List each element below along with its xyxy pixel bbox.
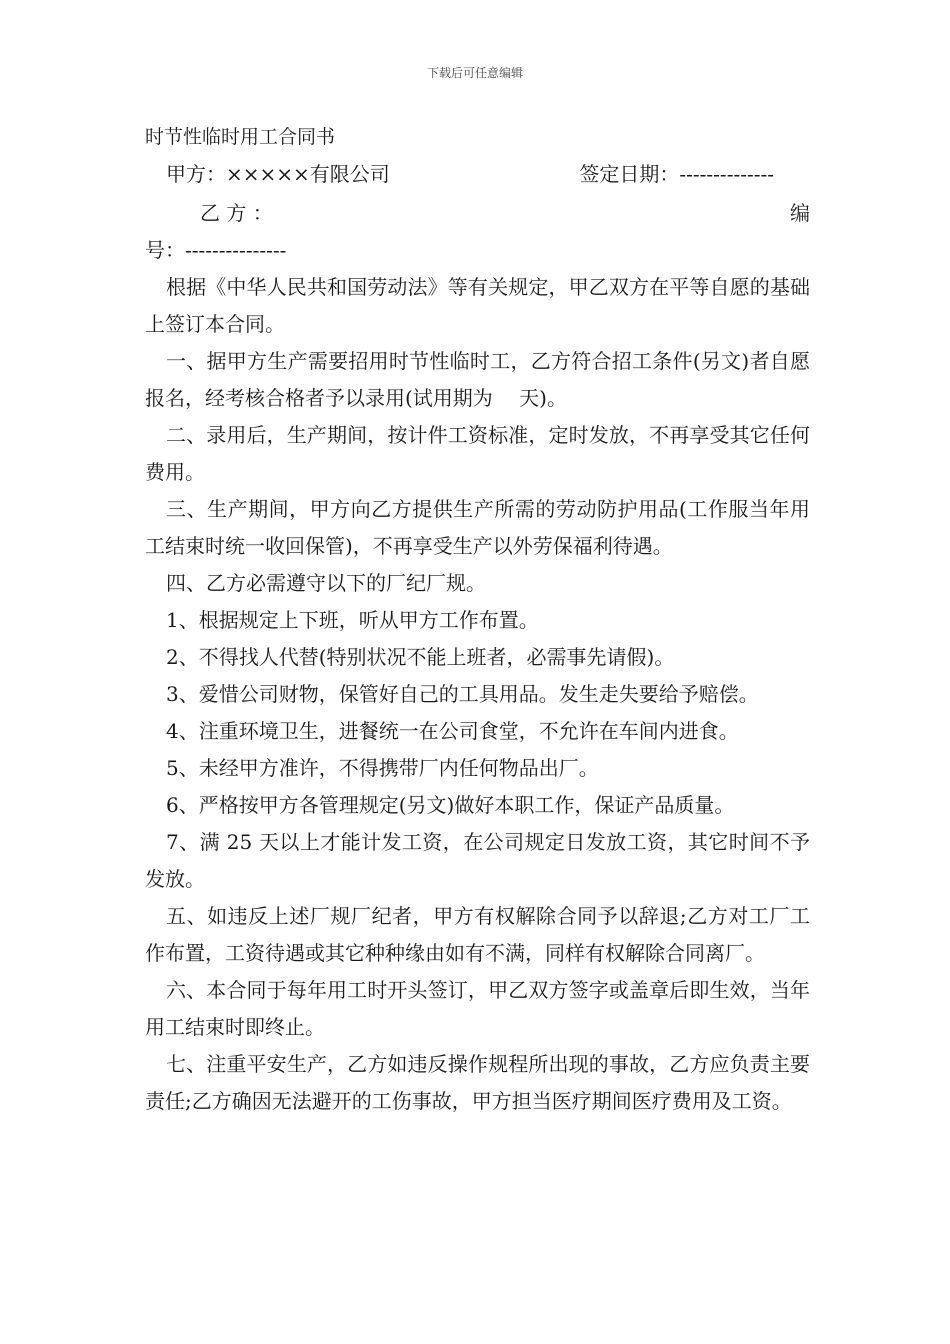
header-note: 下载后可任意编辑 (426, 66, 523, 80)
rule-1: 1、根据规定上下班，听从甲方工作布置。 (166, 608, 539, 632)
party-b: 乙 方 ： (200, 201, 273, 225)
rule-6: 6、严格按甲方各管理规定(另文)做好本职工作，保证产品质量。 (166, 793, 735, 817)
paragraph-5: 五、如违反上述厂规厂纪者，甲方有权解除合同予以辞退;乙方对工厂工作布置，工资待遇或其它种种缘由如有不满，同样有权解除合同离厂。 (145, 904, 810, 965)
party-a-row (145, 156, 810, 193)
sign-date: 签定日期：-------------- (579, 162, 774, 186)
paragraph-7: 七、注重平安生产，乙方如违反操作规程所出现的事故，乙方应负责主要责任;乙方确因无法避开的工伤事故，甲方担当医疗期间医疗费用及工资。 (145, 1052, 810, 1113)
contract-title: 时节性临时用工合同书 (145, 126, 336, 148)
paragraph-6: 六、本合同于每年用工时开头签订，甲乙双方签字或盖章后即生效，当年用工结束时即终止。 (145, 978, 810, 1039)
number-label-start: 编 (790, 201, 810, 225)
paragraph-4: 四、乙方必需遵守以下的厂纪厂规。 (166, 571, 486, 595)
paragraph-preamble: 根据《中华人民共和国劳动法》等有关规定，甲乙双方在平等自愿的基础上签订本合同。 (145, 275, 810, 336)
party-a: 甲方：×××××有限公司 (166, 162, 390, 186)
rule-4: 4、注重环境卫生，进餐统一在公司食堂，不允许在车间内进食。 (166, 719, 739, 743)
number-label-end: 号：--------------- (145, 238, 287, 262)
paragraph-1: 一、据甲方生产需要招用时节性临时工，乙方符合招工条件(另文)者自愿报名，经考核合格者予以录用(试用期为 天)。 (145, 349, 810, 410)
party-b-row (145, 195, 810, 232)
rule-7: 7、满 25 天以上才能计发工资，在公司规定日发放工资，其它时间不予发放。 (145, 830, 810, 891)
rule-2: 2、不得找人代替(特别状况不能上班者，必需事先请假)。 (166, 645, 675, 669)
paragraph-3: 三、生产期间，甲方向乙方提供生产所需的劳动防护用品(工作服当年用工结束时统一收回保管)，不再享受生产以外劳保福利待遇。 (145, 497, 810, 558)
rule-5: 5、未经甲方准许，不得携带厂内任何物品出厂。 (166, 756, 599, 780)
contract-body (145, 121, 810, 1120)
rule-3: 3、爱惜公司财物，保管好自己的工具用品。发生走失要给予赔偿。 (166, 682, 759, 706)
paragraph-2: 二、录用后，生产期间，按计件工资标准，定时发放，不再享受其它任何费用。 (145, 423, 810, 484)
